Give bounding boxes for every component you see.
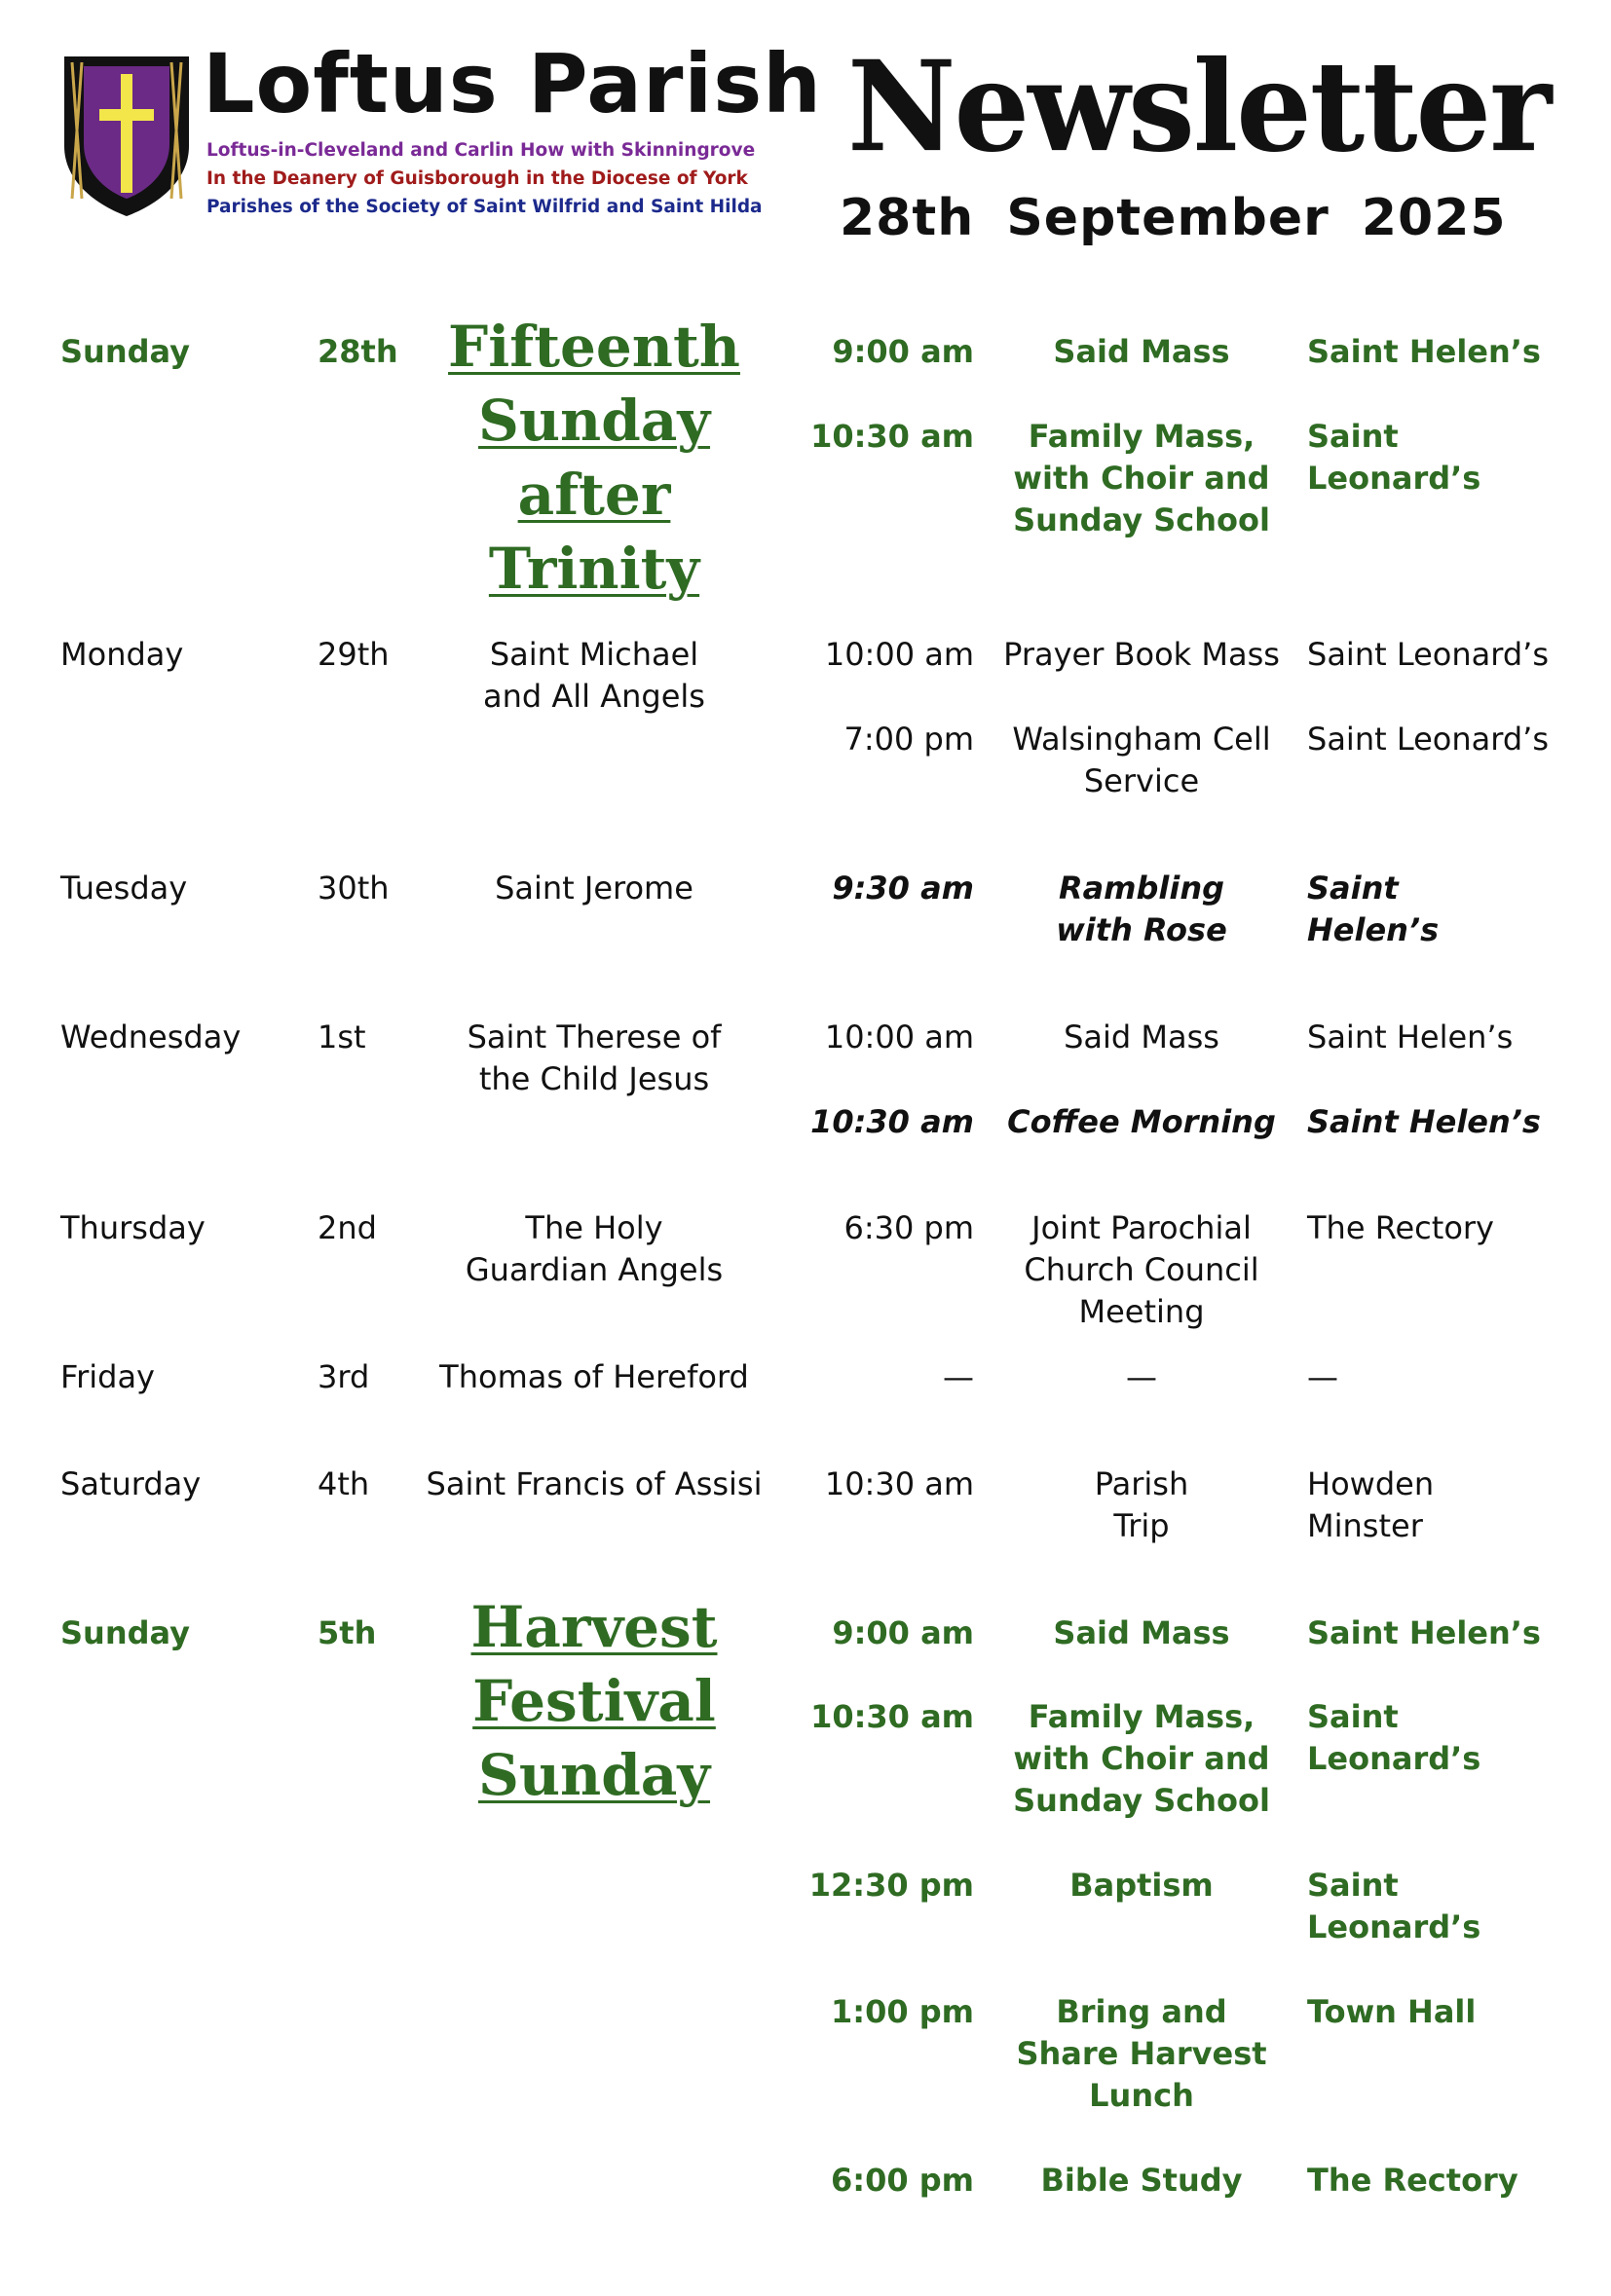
feast-thomas-of-hereford: Thomas of Hereford [439,1358,749,1395]
service-event: Bible Study [1040,2162,1243,2199]
service-time: 10:30 am [810,418,974,455]
day-tuesday: Tuesday [60,870,188,907]
service-event: Baptism [1069,1867,1214,1904]
feast-therese-child-jesus: Saint Therese of the Child Jesus [467,1018,722,1097]
service-time: 10:30 am [810,1103,974,1140]
service-time: 9:00 am [832,1614,974,1651]
service-event: Rambling with Rose [1056,870,1227,948]
service-time: 9:00 am [832,333,974,370]
parish-title: Loftus Parish [203,36,822,131]
parish-subtitle-society: Parishes of the Society of Saint Wilfrid and Saint Hilda [206,197,763,217]
feast-michael-all-angels: Saint Michael and All Angels [483,636,705,715]
service-time: 10:00 am [824,636,974,673]
service-place: Saint Helen’s [1307,870,1440,948]
service-place: Saint Helen’s [1307,1018,1514,1055]
date-28: 28th [318,333,398,370]
service-event: Said Mass [1053,333,1230,370]
service-event: Parish Trip [1094,1465,1189,1544]
day-friday: Friday [60,1358,155,1395]
date-1: 1st [318,1018,366,1055]
parish-subtitle-deanery: In the Deanery of Guisborough in the Diocese of York [206,168,748,189]
feast-francis-of-assisi: Saint Francis of Assisi [426,1465,763,1502]
service-time: 10:30 am [824,1465,974,1502]
service-time: 9:30 am [832,870,974,907]
day-wednesday: Wednesday [60,1018,242,1055]
day-saturday: Saturday [60,1465,202,1502]
service-time: 6:30 pm [843,1209,974,1246]
day-sunday-5: Sunday [60,1614,190,1651]
day-monday: Monday [60,636,184,673]
service-event: Prayer Book Mass [1003,636,1280,673]
service-event: Bring and Share Harvest Lunch [1016,1993,1267,2114]
service-time: 6:00 pm [831,2162,974,2199]
date-2: 2nd [318,1209,377,1246]
service-time: 12:30 pm [808,1867,974,1904]
service-place: Saint Leonard’s [1307,418,1481,497]
service-place: — [1307,1358,1338,1395]
service-event: Said Mass [1053,1614,1230,1651]
service-event: Joint Parochial Church Council Meeting [1024,1209,1259,1330]
feast-fifteenth-sunday-after-trinity: Fifteenth Sunday after Trinity [448,314,740,602]
service-place: Saint Leonard’s [1307,636,1549,673]
service-place: Saint Helen’s [1307,1614,1541,1651]
service-event: — [1126,1358,1157,1395]
newsletter-heading: Newsletter [847,32,1551,180]
parish-shield-icon [60,53,193,218]
feast-saint-jerome: Saint Jerome [495,870,693,907]
parish-subtitle-benefice: Loftus-in-Cleveland and Carlin How with Skinningrove [206,140,756,161]
service-event: Family Mass, with Choir and Sunday School [1013,1698,1270,1819]
feast-harvest-festival-sunday: Harvest Festival Sunday [470,1594,718,1808]
service-place: The Rectory [1307,2162,1518,2199]
service-place: Saint Helen’s [1307,1103,1541,1140]
day-sunday-28: Sunday [60,333,190,370]
service-place: Saint Helen’s [1307,333,1541,370]
date-4: 4th [318,1465,370,1502]
service-event: Family Mass, with Choir and Sunday School [1013,418,1270,538]
feast-holy-guardian-angels: The Holy Guardian Angels [465,1209,724,1288]
date-5: 5th [318,1614,377,1651]
service-event: Said Mass [1064,1018,1219,1055]
service-place: Saint Leonard’s [1307,721,1549,758]
service-place: Town Hall [1307,1993,1477,2030]
service-event: Walsingham Cell Service [1012,721,1271,799]
service-time: 1:00 pm [831,1993,974,2030]
service-time: 7:00 pm [843,721,974,758]
day-thursday: Thursday [60,1209,206,1246]
service-place: The Rectory [1307,1209,1494,1246]
service-time: — [943,1358,974,1395]
service-event: Coffee Morning [1007,1103,1276,1140]
service-place: Saint Leonard’s [1307,1867,1481,1945]
date-29: 29th [318,636,390,673]
date-30: 30th [318,870,390,907]
newsletter-date: 28th September 2025 [840,189,1507,247]
service-time: 10:00 am [824,1018,974,1055]
service-time: 10:30 am [810,1698,974,1735]
service-place: Saint Leonard’s [1307,1698,1481,1777]
service-place: Howden Minster [1307,1465,1435,1544]
date-3: 3rd [318,1358,370,1395]
